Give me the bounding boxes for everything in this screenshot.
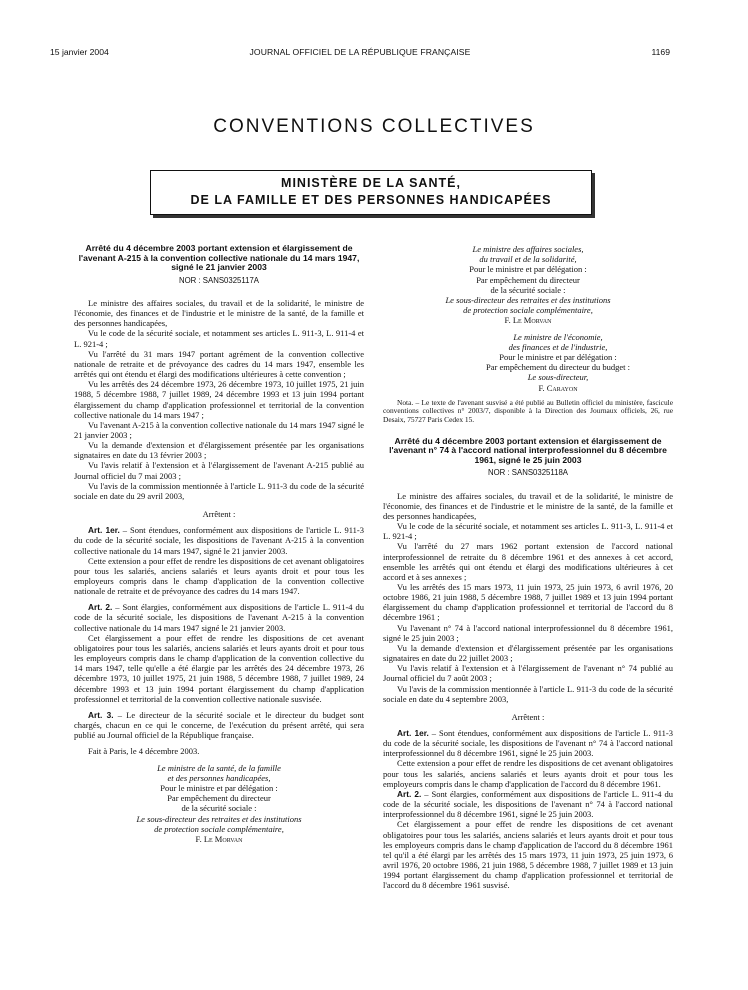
arrete-1-fait: Fait à Paris, le 4 décembre 2003. — [88, 746, 200, 757]
article-text: – Sont élargies, conformément aux dispositions de l'article L. 911-4 du code de la sécurité sociale, les dispositions de l'avenant n° 74 à l'accord national interprofessionnel du 8 décembre 1961, signé le 25 juin 2003. — [383, 788, 673, 820]
signatory-name: F. Carayon — [538, 382, 578, 393]
sig-line: Pour le ministre et par délégation : — [499, 352, 617, 363]
left-column — [74, 244, 364, 844]
article-label: Art. 2. — [397, 788, 422, 799]
signatory-name: F. Le Morvan — [195, 833, 243, 844]
sig-line: Par empêchement du directeur du budget : — [486, 362, 630, 373]
arrete-2-article-2-p2: Cet élargissement a pour effet de rendre les dispositions de cet avenant obligatoires pour tous les salariés, anciens salariés et leurs ayants droit et pour tous les employeurs compris dans le champ d'application de l'accord du 8 décembre 1961 tel qu'il a été élargi par les arrêtés des 15 mars 1973, 11 juin 1973, 25 juin 1973, 6 avril 1976, 20 octobre 1986, 21 juin 1988, 5 décembre 1988, 7 juillet 1989 et 13 juin 1994 portant élargissement du champ d'application professionnel et territorial de l'accord du 8 décembre 1961 susvisé. — [383, 819, 673, 891]
arrete-1-para: Vu l'avis de la commission mentionnée à l'article L. 911-3 du code de la sécurité sociale en date du 29 avril 2003, — [74, 480, 364, 501]
arrete-1-arretent: Arrêtent : — [202, 509, 236, 520]
header-date: 15 janvier 2004 — [50, 47, 109, 57]
article-label: Art. 3. — [88, 709, 114, 720]
right-column — [383, 244, 673, 891]
arrete-1-para: Vu le code de la sécurité sociale, et notamment ses articles L. 911-3, L. 911-4 et L. 921-4 ; — [74, 328, 364, 349]
article-text: – Sont élargies, conformément aux dispositions de l'article L. 911-4 du code de la sécurité sociale, les dispositions de l'avenant A-215 à la convention collective nationale du 14 mars 1947 signé le 21 janvier 2003. — [74, 602, 364, 633]
article-label: Art. 2. — [88, 602, 113, 613]
arrete-1-article-2-p2: Cet élargissement a pour effet de rendre les dispositions de cet avenant obligatoires pour tous les salariés, anciens salariés et leurs ayants droit et pour tous les employeurs compris dans le champ d'application de la convention collective du 14 mars 1947, telle qu'elle a été élargie par les arrêtés des 24 décembre 1973, 26 décembre 1973, 10 juillet 1975, 21 juin 1988, 5 décembre 1988, 7 juillet 1989, 24 décembre 1993 et 13 juin 1994 portant élargissement du champ d'application professionnel et territorial de la convention collective nationale susvisée. — [74, 632, 364, 704]
arrete-2-title: Arrêté du 4 décembre 2003 portant extension et élargissement de l'avenant n° 74 à l'accord national interprofessionnel du 8 décembre 1961, signé le 25 juin 2003 — [389, 435, 667, 465]
page-number: 1169 — [651, 47, 670, 57]
arrete-2-article-2 — [383, 789, 673, 819]
section-title: CONVENTIONS COLLECTIVES — [213, 116, 535, 137]
arrete-2-article-1 — [383, 728, 673, 758]
arrete-1-nor: NOR : SANS0325117A — [178, 275, 260, 285]
right-signature-2 — [443, 332, 673, 393]
arrete-2-nor: NOR : SANS0325118A — [487, 468, 569, 478]
arrete-1-signature — [74, 763, 364, 845]
sig-line: Le sous-directeur des retraites et des institutions — [445, 295, 611, 306]
article-text: – Sont étendues, conformément aux dispositions de l'article L. 911-3 du code de la sécurité sociale, les dispositions de l'avenant A-215 à la convention collective nationale du 14 mars 1947, signé le 21 janvier 2003. — [74, 525, 364, 556]
arrete-2-arretent: Arrêtent : — [511, 711, 545, 722]
sig-line: Le ministre de la santé, de la famille — [157, 762, 281, 773]
sig-line: des finances et de l'industrie, — [508, 341, 608, 352]
arrete-1-article-3 — [74, 710, 364, 740]
arrete-1-para: Vu les arrêtés des 24 décembre 1973, 26 décembre 1973, 10 juillet 1975, 21 juin 1988, 5 décembre 1988, 7 juillet 1989, 24 décembre 1993 et 13 juin 1994 portant élargissement du champ d'application professionnel et territorial de la convention collective nationale du 14 mars 1947 ; — [74, 379, 364, 420]
arrete-1-para: Le ministre des affaires sociales, du travail et de la solidarité, le ministre de l'économie, des finances et de l'industrie et le ministre de la santé, de la famille et des personnes handicapées, — [74, 297, 364, 329]
sig-line: Le sous-directeur des retraites et des institutions — [136, 813, 302, 824]
arrete-2-para: Vu la demande d'extension et d'élargissement présentée par les organisations signataires en date du 22 juillet 2003 ; — [383, 642, 673, 664]
ministry-box — [150, 170, 592, 215]
article-label: Art. 1er. — [397, 728, 429, 738]
arrete-2-para: Vu l'arrêté du 27 mars 1962 portant extension de l'accord national interprofessionnel de retraite du 8 décembre 1961 et des annexes à cet accord, ensemble les arrêtés qui ont étendu et élargi des modifications ultérieures à cet accord et à ses annexes ; — [383, 541, 673, 582]
sig-line: et des personnes handicapées, — [167, 772, 271, 783]
arrete-2-para: Vu l'avenant n° 74 à l'accord national interprofessionnel du 8 décembre 1961, signé le 25 juin 2003 ; — [383, 622, 673, 643]
sig-line: de la sécurité sociale : — [181, 803, 257, 814]
arrete-1-article-1-p2: Cette extension a pour effet de rendre les dispositions de cet avenant obligatoires pour tous les salariés, anciens salariés et leurs ayants droit et pour tous les employeurs compris dans le champ d'application de la convention collective nationale de retraite et de prévoyance des cadres du 14 mars 1947. — [74, 555, 364, 597]
nota: Nota. – Le texte de l'avenant susvisé a été publié au Bulletin officiel du ministère, fascicule conventions collectives n° 2003/7, disponible à la Direction des Journaux officiels, 26, rue Desaix, 75727 Paris Cedex 15. — [383, 397, 673, 425]
arrete-1-title: Arrêté du 4 décembre 2003 portant extension et élargissement de l'avenant A-215 à la convention collective nationale du 14 mars 1947, signé le 21 janvier 2003 — [78, 243, 360, 273]
arrete-2-para: Vu l'avis relatif à l'extension et à l'élargissement de l'avenant n° 74 publié au Journal officiel du 7 août 2003 ; — [383, 663, 673, 684]
sig-line: Par empêchement du directeur — [476, 274, 580, 285]
sig-line: Pour le ministre et par délégation : — [469, 264, 587, 275]
article-text: – Sont étendues, conformément aux dispositions de l'article L. 911-3 du code de la sécurité sociale, les dispositions de l'avenant n° 74 à l'accord national interprofessionnel du 8 décembre 1961, signé le 25 juin 2003. — [383, 728, 673, 759]
arrete-2-para: Vu les arrêtés des 15 mars 1973, 11 juin 1973, 25 juin 1973, 6 avril 1976, 20 octobre 1986, 21 juin 1988, 5 décembre 1988, 7 juillet 1989 et 13 juin 1994 portant élargissement du champ d'application professionnel et territorial de l'accord du 8 décembre 1961 ; — [383, 581, 673, 623]
article-text: – Le directeur de la sécurité sociale et le directeur du budget sont chargés, chacun en ce qui le concerne, de l'exécution du présent arrêté, qui sera publié au Journal officiel de la République française. — [74, 709, 364, 741]
sig-line: Par empêchement du directeur — [167, 793, 271, 804]
arrete-1-para: Vu l'avenant A-215 à la convention collective nationale du 14 mars 1947 signé le 21 janvier 2003 ; — [74, 419, 364, 440]
ministry-line-1: MINISTÈRE DE LA SANTÉ, — [281, 176, 461, 190]
right-signature-1 — [383, 244, 673, 326]
ministry-line-2: DE LA FAMILLE ET DES PERSONNES HANDICAPÉES — [190, 193, 552, 207]
arrete-1-para: Vu l'avis relatif à l'extension et à l'élargissement de l'avenant A-215 publié au Journal officiel du 7 mai 2003 ; — [74, 460, 364, 481]
arrete-2-para: Vu le code de la sécurité sociale, et notamment ses articles L. 911-3, L. 911-4 et L. 921-4 ; — [383, 521, 673, 542]
sig-line: Le ministre des affaires sociales, — [472, 244, 584, 254]
journal-name: JOURNAL OFFICIEL DE LA RÉPUBLIQUE FRANÇAISE — [249, 47, 471, 57]
article-label: Art. 1er. — [88, 525, 120, 536]
arrete-1-article-1 — [74, 525, 364, 555]
sig-line: Le sous-directeur, — [527, 372, 589, 383]
arrete-2-article-1-p2: Cette extension a pour effet de rendre les dispositions de cet avenant obligatoires pour tous les salariés, anciens salariés et leurs ayants droit et pour tous les employeurs compris dans le champ d'application de l'accord du 8 décembre 1961. — [383, 758, 673, 789]
sig-line: de protection sociale complémentaire, — [463, 305, 593, 316]
arrete-2-para: Vu l'avis de la commission mentionnée à l'article L. 911-3 du code de la sécurité sociale en date du 4 septembre 2003, — [383, 683, 673, 704]
sig-line: Pour le ministre et par délégation : — [160, 782, 278, 793]
sig-line: du travail et de la solidarité, — [479, 254, 577, 265]
arrete-2-para: Le ministre des affaires sociales, du travail et de la solidarité, le ministre de l'économie, des finances et de l'industrie et le ministre de la santé, de la famille et des personnes handicapées, — [383, 490, 673, 521]
sig-line: Le ministre de l'économie, — [513, 331, 603, 342]
sig-line: de protection sociale complémentaire, — [154, 823, 284, 834]
page-header — [50, 47, 670, 61]
arrete-1-para: Vu l'arrêté du 31 mars 1947 portant agrément de la convention collective nationale de retraite et de prévoyance des cadres du 14 mars 1947, ensemble les arrêtés qui ont étendu et élargi des modifications ultérieures à cette convention ; — [74, 348, 364, 380]
sig-line: de la sécurité sociale : — [490, 284, 566, 295]
arrete-1-article-2 — [74, 602, 364, 632]
arrete-1-para: Vu la demande d'extension et d'élargissement présentée par les organisations signataires en date du 13 février 2003 ; — [74, 440, 364, 461]
signatory-name: F. Le Morvan — [504, 315, 552, 326]
